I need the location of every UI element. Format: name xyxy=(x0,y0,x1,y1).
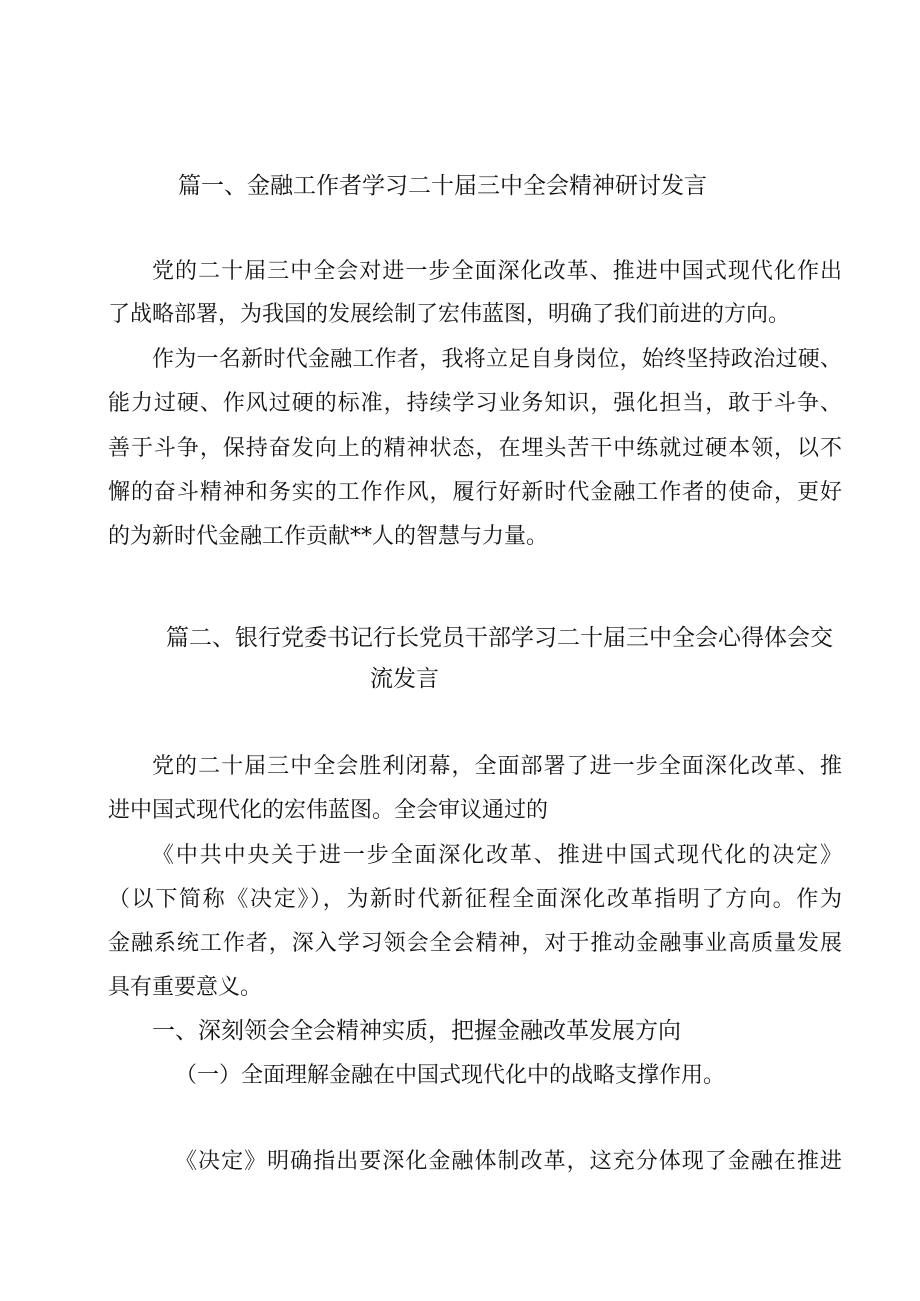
section1-p2-line2: 能力过硬、作风过硬的标准，持续学习业务知识，强化担当，敢于斗争、 xyxy=(108,391,842,416)
section2-p1-line6: 具有重要意义。 xyxy=(108,975,263,1000)
section2-heading1: 一、深刻领会全会精神实质，把握金融改革发展方向 xyxy=(152,1018,681,1044)
section2-p1-line2: 进中国式现代化的宏伟蓝图。全会审议通过的 xyxy=(108,798,549,823)
section1-p2-line3: 善于斗争，保持奋发向上的精神状态，在埋头苦干中练就过硬本领，以不 xyxy=(108,436,842,461)
section2-p2-line1: 《决定》明确指出要深化金融体制改革，这充分体现了金融在推进 xyxy=(175,1149,842,1174)
section2-p1-line3: 《中共中央关于进一步全面深化改革、推进中国式现代化的决定》 xyxy=(152,843,842,868)
section1-p2-line5: 的为新时代金融工作贡献**人的智慧与力量。 xyxy=(108,524,549,549)
section2-subheading1: （一）全面理解金融在中国式现代化中的战略支撑作用。 xyxy=(175,1063,726,1088)
section2-p1-line4: （以下简称《决定》），为新时代新征程全面深化改革指明了方向。作为 xyxy=(108,887,842,912)
section2-p1-line5: 金融系统工作者，深入学习领会全会精神，对于推动金融事业高质量发展 xyxy=(108,931,842,956)
section2-title-line1: 篇二、银行党委书记行长党员干部学习二十届三中全会心得体会交 xyxy=(166,625,833,651)
section1-p2-line4: 懈的奋斗精神和务实的工作作风，履行好新时代金融工作者的使命，更好 xyxy=(108,480,842,505)
section1-p1-line2: 了战略部署，为我国的发展绘制了宏伟蓝图，明确了我们前进的方向。 xyxy=(108,302,791,327)
section2-p1-line1: 党的二十届三中全会胜利闭幕，全面部署了进一步全面深化改革、推 xyxy=(152,754,842,779)
section1-p1-line1: 党的二十届三中全会对进一步全面深化改革、推进中国式现代化作出 xyxy=(152,259,842,284)
section2-title-line2: 流发言 xyxy=(370,666,439,692)
section1-p2-line1: 作为一名新时代金融工作者，我将立足自身岗位，始终坚持政治过硬、 xyxy=(152,347,842,372)
section1-title: 篇一、金融工作者学习二十届三中全会精神研讨发言 xyxy=(178,173,707,199)
